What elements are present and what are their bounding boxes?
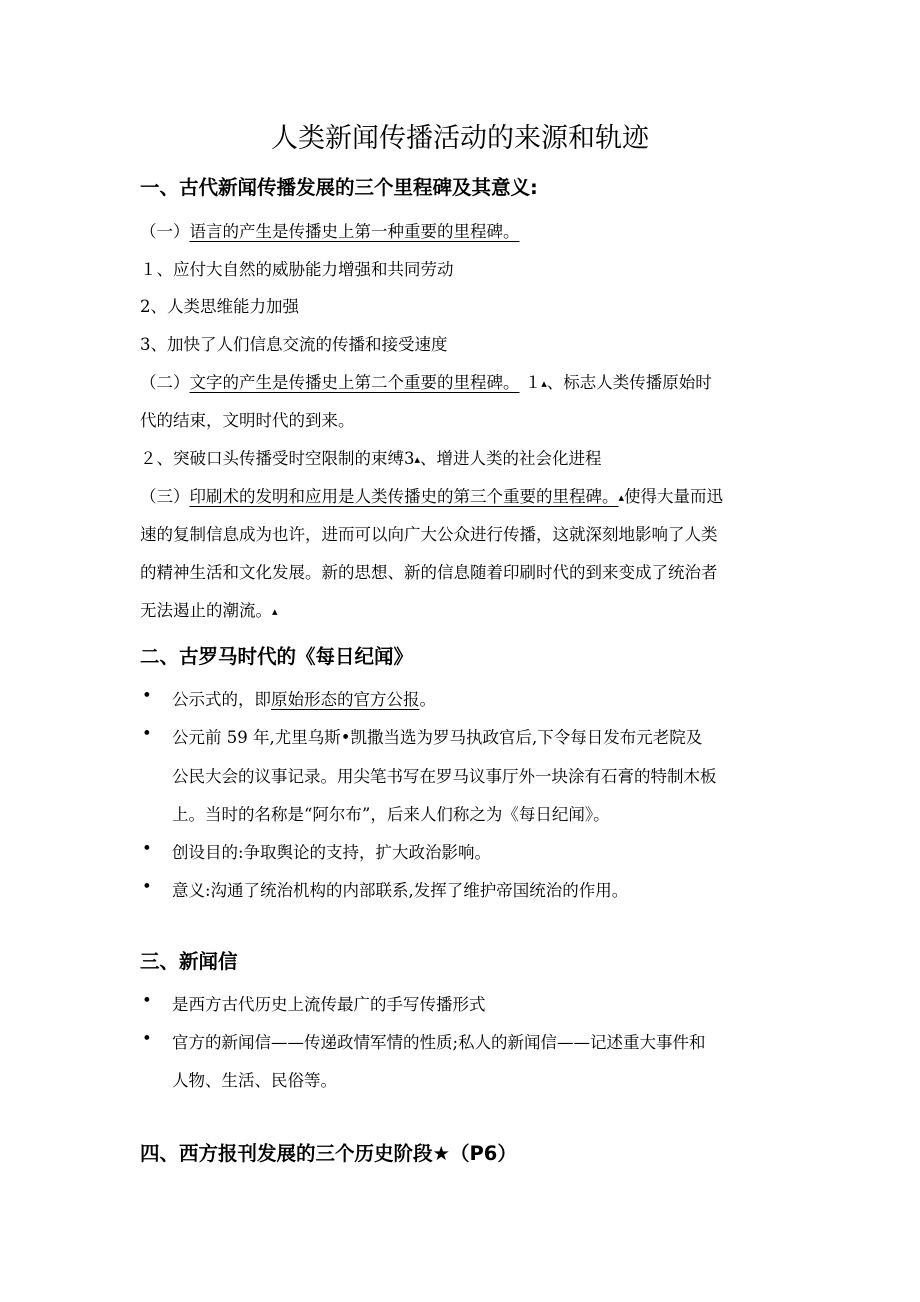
bullet-item: 创设目的:争取舆论的支持，扩大政治影响。 [172, 843, 492, 862]
section-2-heading: 二、古罗马时代的《每日纪闻》 [140, 645, 414, 668]
text-line [140, 597, 278, 621]
mark-icon: ▴ [618, 491, 625, 504]
bullet-item [172, 686, 436, 710]
bullet-icon: • [142, 877, 152, 896]
section-3-heading: 三、新闻信 [140, 950, 238, 973]
underlined-text: 原始形态的官方公报 [271, 690, 420, 709]
bullet-icon: • [142, 839, 152, 858]
mark-icon: ▴ [272, 605, 278, 618]
list-item: 3、加快了人们信息交流的传播和接受速度 [140, 335, 448, 354]
bullet-item: 公元前 59 年,尤里乌斯•凯撒当选为罗马执政官后,下令每日发布元老院及 [172, 728, 703, 747]
milestone-1 [140, 218, 520, 242]
underlined-text: 语言的产生是传播史上第一种重要的里程碑。 [189, 222, 520, 241]
text-line: 的精神生活和文化发展。新的思想、新的信息随着印刷时代的到来变成了统治者 [140, 563, 718, 582]
bullet-icon: • [142, 686, 152, 705]
text-line: 速的复制信息成为也许，进而可以向广大公众进行传播，这就深刻地影响了人类 [140, 525, 718, 544]
bullet-item: 官方的新闻信——传递政情军情的性质;私人的新闻信——记述重大事件和 [172, 1033, 706, 1052]
text: １ [519, 373, 542, 392]
milestone-3 [140, 483, 723, 507]
text: 、标志人类传播原始时 [546, 373, 712, 392]
text: 。 [419, 690, 436, 709]
bullet-item: 意义:沟通了统治机构的内部联系,发挥了维护帝国统治的作用。 [172, 881, 629, 900]
section-4-heading: 四、西方报刊发展的三个历史阶段★（P6） [140, 1142, 517, 1165]
underlined-text: 文字的产生是传播史上第二个重要的里程碑。 [189, 373, 520, 392]
underlined-text: 印刷术的发明和应用是人类传播史的第三个重要的里程碑。 [189, 487, 619, 506]
bullet-icon: • [142, 724, 152, 743]
bullet-icon: • [142, 991, 152, 1010]
text-line: 公民大会的议事记录。用尖笔书写在罗马议事厅外一块涂有石膏的特制木板 [172, 767, 717, 786]
prefix: （二） [140, 373, 190, 392]
mark-icon: ▴ [414, 453, 421, 466]
list-item: 2、人类思维能力加强 [140, 297, 299, 316]
bullet-item: 是西方古代历史上流传最广的手写传播形式 [172, 995, 486, 1014]
bullet-icon: • [142, 1029, 152, 1048]
mark-icon: ▴ [541, 377, 547, 390]
text-line: 上。当时的名称是“阿尔布”，后来人们称之为《每日纪闻》。 [172, 805, 610, 824]
text: 、增进人类的社会化进程 [420, 449, 602, 468]
text: ２、突破口头传播受时空限制的束缚3 [140, 449, 415, 468]
text-line: 人物、生活、民俗等。 [172, 1071, 337, 1090]
text: 无法遏止的潮流。 [140, 601, 272, 620]
text-line [140, 445, 602, 469]
text-line: 代的结束，文明时代的到来。 [140, 411, 355, 430]
section-1-heading: 一、古代新闻传播发展的三个里程碑及其意义: [140, 176, 538, 199]
document-title: 人类新闻传播活动的来源和轨迹 [271, 123, 649, 154]
text: 使得大量而迅 [624, 487, 724, 506]
prefix: （一） [140, 222, 190, 241]
list-item: １、应付大自然的威胁能力增强和共同劳动 [140, 260, 454, 279]
milestone-2 [140, 369, 712, 393]
prefix: （三） [140, 487, 190, 506]
text: 公示式的，即 [172, 690, 271, 709]
